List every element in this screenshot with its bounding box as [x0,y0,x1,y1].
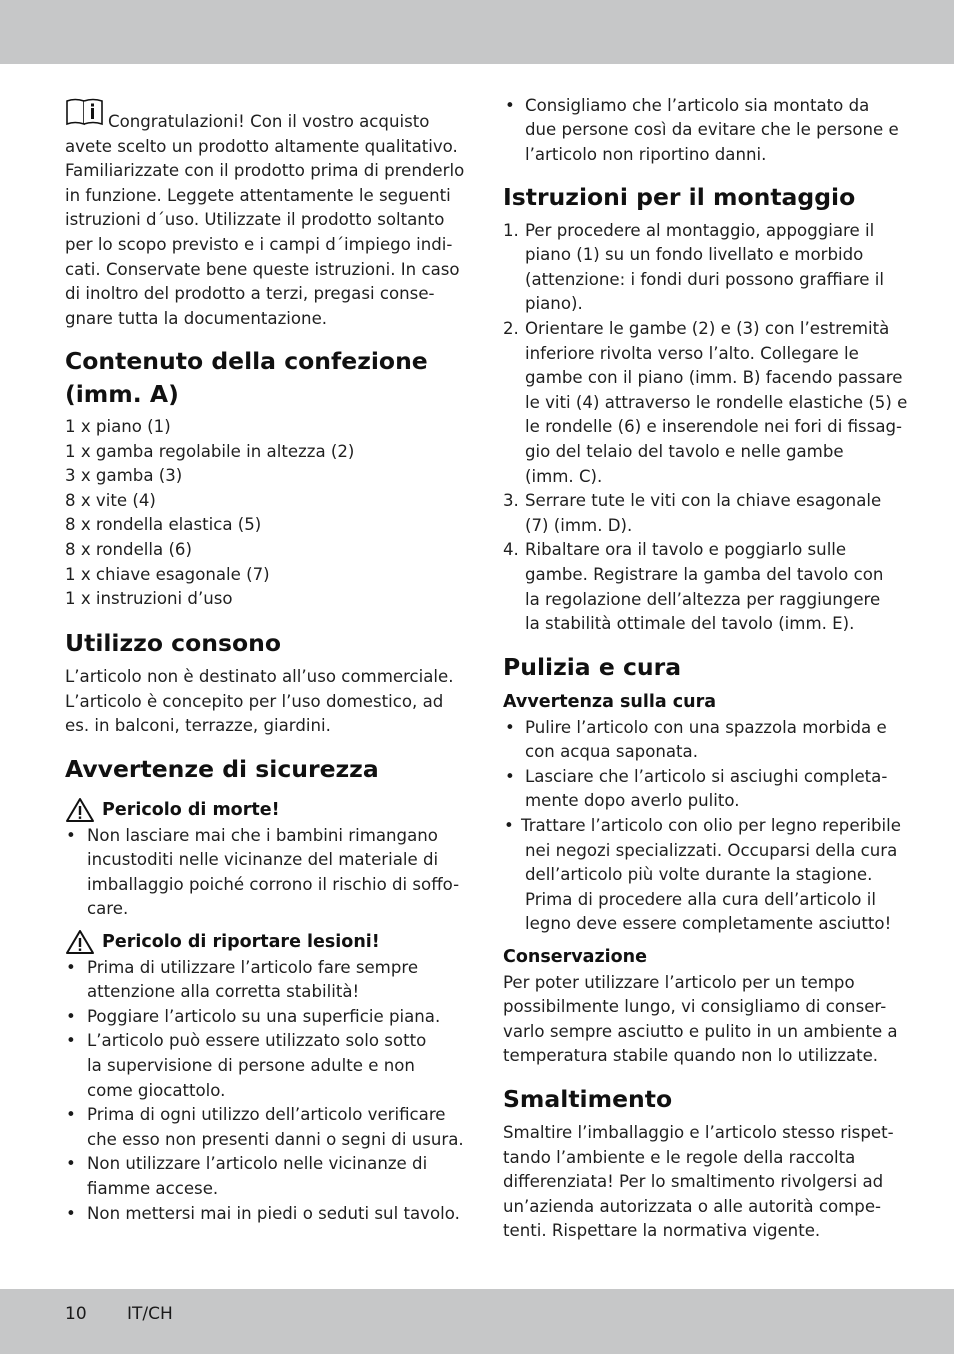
step-number: 4. [503,540,519,560]
disposal-text-line: Smaltire l’imballaggio e l’articolo stesso rispet- [503,1123,894,1142]
contents-item: 8 x rondella (6) [65,540,192,559]
page-number: 10 [65,1304,87,1324]
section-title-care: Pulizia e cura [503,653,682,681]
section-title-contents: Contenuto della confezione [65,347,428,375]
intro-text-line: Congratulazioni! Con il vostro acquisto [108,112,430,131]
page-footer [65,1302,173,1326]
intro-text-line: di inoltro del prodotto a terzi, pregasi conse- [65,284,435,304]
storage-text-line: temperatura stabile quando non lo utilizzate. [503,1046,879,1066]
usage-text-line: L’articolo è concepito per l’uso domestico, ad [65,691,444,711]
bullet-text: Pulire l’articolo con una spazzola morbida e [525,717,887,737]
contents-item: 1 x piano (1) [65,417,171,436]
bullet-dot: • [66,1105,76,1125]
bullet-text: Prima di procedere alla cura dell’articolo il [525,889,876,909]
bullet-text: Non mettersi mai in piedi o seduti sul tavolo. [87,1203,460,1223]
bullet-dot: • [66,957,76,977]
intro-text-line: cati. Conservate bene queste istruzioni. In caso [65,259,460,279]
bullet-text: mente dopo averlo pulito. [525,791,740,811]
step-number: 2. [503,318,519,338]
intro-text-line: per lo scopo previsto e i campi d´impiego indi- [65,234,453,254]
contents-item: 3 x gamba (3) [65,466,183,486]
contents-item: 8 x vite (4) [65,490,156,510]
step-text: Orientare le gambe (2) e (3) con l’estremità [525,318,890,338]
disposal-text-line: un’azienda autorizzata o alle autorità compe- [503,1196,882,1216]
step-text: piano (1) su un fondo livellato e morbido [525,245,864,265]
bullet-text: Non lasciare mai che i bambini rimangano [87,825,438,845]
storage-text-line: varlo sempre asciutto e pulito in un ambiente a [503,1021,898,1041]
bullet-text: come giocattolo. [87,1080,226,1100]
section-title-contents-sub: (imm. A) [65,380,179,408]
storage-title: Conservazione [503,947,647,967]
bullet-dot: • [66,1006,76,1026]
bullet-text: che esso non presenti danni o segni di usura. [87,1129,464,1149]
bullet-text: dell’articolo più volte durante la stagione. [525,865,873,885]
bullet-dot: • [66,1203,76,1223]
info-manual-icon [65,97,105,127]
bullet-text: nei negozi specializzati. Occuparsi della cura [525,840,898,860]
contents-item: 1 x gamba regolabile in altezza (2) [65,441,355,461]
bullet-text: la supervisione di persone adulte e non [87,1055,415,1075]
usage-text-line: es. in balconi, terrazze, giardini. [65,716,331,736]
bullet-text: con acqua saponata. [525,742,698,762]
bullet-text: Non utilizzare l’articolo nelle vicinanze di [87,1154,428,1174]
bullet-text: l’articolo non riportino danni. [525,144,767,164]
care-subtitle: Avvertenza sulla cura [503,692,717,712]
bullet-text: L’articolo può essere utilizzato solo sotto [87,1031,427,1051]
bullet-text: Consigliamo che l’articolo sia montato da [525,95,870,115]
contents-item: 8 x rondella elastica (5) [65,515,262,535]
bullet-text: Lasciare che l’articolo si asciughi completa- [525,766,888,786]
bullet-text: Trattare l’articolo con olio per legno reperibile [521,815,901,835]
bullet-text: imballaggio poiché corrono il rischio di soffo- [87,874,460,894]
step-text: gambe. Registrare la gamba del tavolo con [525,564,884,584]
section-title-safety: Avvertenze di sicurezza [65,755,379,783]
intro-text-line: Familiarizzate con il prodotto prima di prenderlo [65,161,465,181]
bullet-dot: • [505,95,515,115]
disposal-text-line: tando l’ambiente e le regole della raccolta [503,1147,856,1167]
bullet-text: Prima di ogni utilizzo dell’articolo verificare [87,1105,446,1125]
bullet-dot: • [505,717,515,737]
bullet-dot: • [66,1154,76,1174]
usage-text-line: L’articolo non è destinato all’uso commerciale. [65,667,454,686]
section-title-assembly: Istruzioni per il montaggio [503,183,856,211]
bullet-dot: • [66,825,76,845]
bullet-dot: • [504,815,514,835]
step-text: le viti (4) attraverso le rondelle elastiche (5) e [525,392,908,412]
contents-item: 1 x instruzioni d’uso [65,589,233,609]
bullet-text: care. [87,899,129,919]
warning-title-death: Pericolo di morte! [102,800,280,820]
step-text: gambe con il piano (imm. B) facendo passare [525,368,903,388]
bullet-text: legno deve essere completamente asciutto! [525,914,892,934]
intro-text-line: in funzione. Leggete attentamente le seguenti [65,185,451,205]
bullet-text: fiamme accese. [87,1178,219,1198]
bullet-dot: • [66,1031,76,1051]
step-text: inferiore rivolta verso l’alto. Collegare le [525,343,859,363]
intro-text-line: istruzioni d´uso. Utilizzate il prodotto soltanto [65,210,445,230]
intro-text-line: avete scelto un prodotto altamente qualitativo. [65,136,458,156]
section-title-usage: Utilizzo consono [65,629,281,657]
step-text: (attenzione: i fondi duri possono graffiare il [525,269,884,289]
step-text: la stabilità ottimale del tavolo (imm. E). [525,614,855,634]
section-title-disposal: Smaltimento [503,1085,673,1113]
step-text: piano). [525,294,583,314]
step-text: Serrare tute le viti con la chiave esagonale [525,491,882,511]
bullet-text: incustoditi nelle vicinanze del materiale di [87,850,439,870]
step-text: (7) (imm. D). [525,515,633,535]
intro-text-line: gnare tutta la documentazione. [65,308,328,328]
step-text: Per procedere al montaggio, appoggiare il [525,220,875,240]
disposal-text-line: tenti. Rispettare la normativa vigente. [503,1221,821,1241]
step-text: le rondelle (6) e inserendole nei fori di fissag- [525,417,903,437]
step-text: Ribaltare ora il tavolo e poggiarlo sulle [525,540,847,560]
step-number: 3. [503,491,519,511]
warning-triangle-icon [65,929,95,955]
step-number: 1. [503,220,519,240]
warning-triangle-icon [65,797,95,823]
warning-title-injury: Pericolo di riportare lesioni! [102,932,380,952]
header-bar [0,0,954,64]
bullet-dot: • [505,766,515,786]
language-code: IT/CH [127,1304,173,1324]
bullet-text: attenzione alla corretta stabilità! [87,982,360,1002]
storage-text-line: possibilmente lungo, vi consigliamo di conser- [503,997,887,1017]
storage-text-line: Per poter utilizzare l’articolo per un tempo [503,972,855,992]
bullet-text: Prima di utilizzare l’articolo fare sempre [87,957,419,977]
step-text: (imm. C). [525,466,603,486]
disposal-text-line: differenziata! Per lo smaltimento rivolgersi ad [503,1172,884,1192]
step-text: la regolazione dell’altezza per raggiungere [525,589,881,609]
contents-item: 1 x chiave esagonale (7) [65,564,270,584]
bullet-text: Poggiare l’articolo su una superficie piana. [87,1006,441,1026]
bullet-text: due persone così da evitare che le persone e [525,120,899,140]
step-text: gio del telaio del tavolo e nelle gambe [525,441,844,461]
